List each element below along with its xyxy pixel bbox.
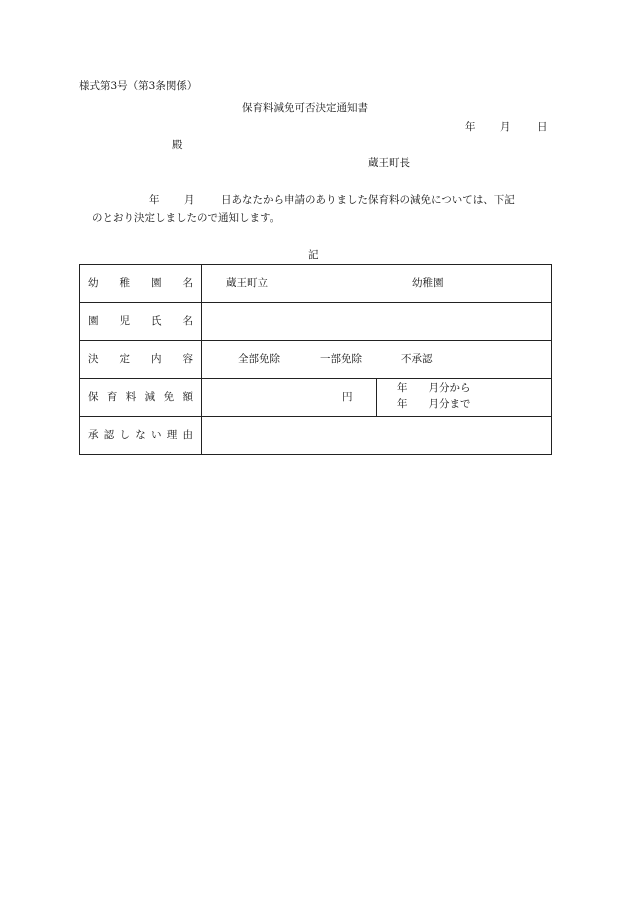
- row-kindergarten: [80, 265, 552, 303]
- body-month-label: 月: [184, 194, 195, 206]
- form-number: 様式第3号（第3条関係）: [79, 80, 198, 92]
- date-month-label: 月: [500, 121, 511, 133]
- label-kindergarten-name: [80, 265, 202, 303]
- label-decision: [80, 341, 202, 379]
- label-char: 園: [88, 315, 99, 328]
- option-partial-exemption[interactable]: 一部免除: [320, 353, 362, 365]
- label-char: 決: [88, 353, 99, 366]
- label-char: な: [135, 429, 146, 442]
- body-text-line-2: のとおり決定しましたので通知します。: [92, 212, 281, 224]
- label-char: 氏: [151, 315, 162, 328]
- details-table: [79, 264, 552, 455]
- label-reason: [80, 417, 202, 455]
- body-text-rest: 日あなたから申請のありました保育料の減免については、下記: [221, 194, 515, 206]
- child-name-field[interactable]: [202, 303, 552, 341]
- row-reduction: [80, 379, 552, 417]
- label-char: 園: [151, 277, 162, 290]
- date-day-label: 日: [537, 121, 548, 133]
- period-to: 年 月分まで: [397, 398, 471, 410]
- kindergarten-prefix: 蔵王町立: [226, 277, 268, 289]
- reason-field[interactable]: [202, 417, 552, 455]
- label-char: 名: [182, 277, 193, 290]
- row-child-name: [80, 303, 552, 341]
- option-full-exemption[interactable]: 全部免除: [238, 353, 280, 365]
- yen-label: 円: [342, 391, 353, 403]
- label-child-name: [80, 303, 202, 341]
- kindergarten-suffix: 幼稚園: [412, 277, 444, 289]
- ki-heading: 記: [308, 249, 319, 261]
- label-char: 内: [151, 353, 162, 366]
- label-char: い: [151, 429, 162, 442]
- label-char: 免: [163, 391, 175, 404]
- label-char: 保: [88, 391, 99, 404]
- label-char: 理: [166, 429, 178, 442]
- label-char: 料: [125, 391, 137, 404]
- period-from: 年 月分から: [397, 382, 471, 394]
- label-char: 承: [88, 429, 99, 442]
- decision-options: [202, 341, 552, 379]
- document-title: 保育料減免可否決定通知書: [242, 102, 368, 114]
- reduction-amount-field[interactable]: [202, 379, 377, 417]
- label-char: し: [119, 429, 130, 442]
- label-char: 稚: [119, 277, 130, 290]
- row-decision: [80, 341, 552, 379]
- kindergarten-name-field[interactable]: [202, 265, 552, 303]
- row-reason: [80, 417, 552, 455]
- label-char: 認: [103, 429, 115, 442]
- issuer-name: 蔵王町長: [368, 157, 410, 169]
- label-char: 容: [182, 353, 193, 366]
- label-char: 児: [119, 315, 130, 328]
- reduction-period-field[interactable]: [377, 379, 552, 417]
- label-char: 定: [119, 353, 130, 366]
- label-char: 幼: [88, 277, 99, 290]
- option-not-approved[interactable]: 不承認: [401, 353, 433, 365]
- label-char: 育: [106, 391, 118, 404]
- label-reduction-amount: [80, 379, 202, 417]
- label-char: 由: [182, 429, 193, 442]
- date-year-label: 年: [465, 121, 476, 133]
- addressee-suffix: 殿: [172, 139, 183, 151]
- label-char: 名: [182, 315, 193, 328]
- label-char: 減: [144, 391, 156, 404]
- label-char: 額: [182, 391, 193, 404]
- body-year-label: 年: [149, 194, 160, 206]
